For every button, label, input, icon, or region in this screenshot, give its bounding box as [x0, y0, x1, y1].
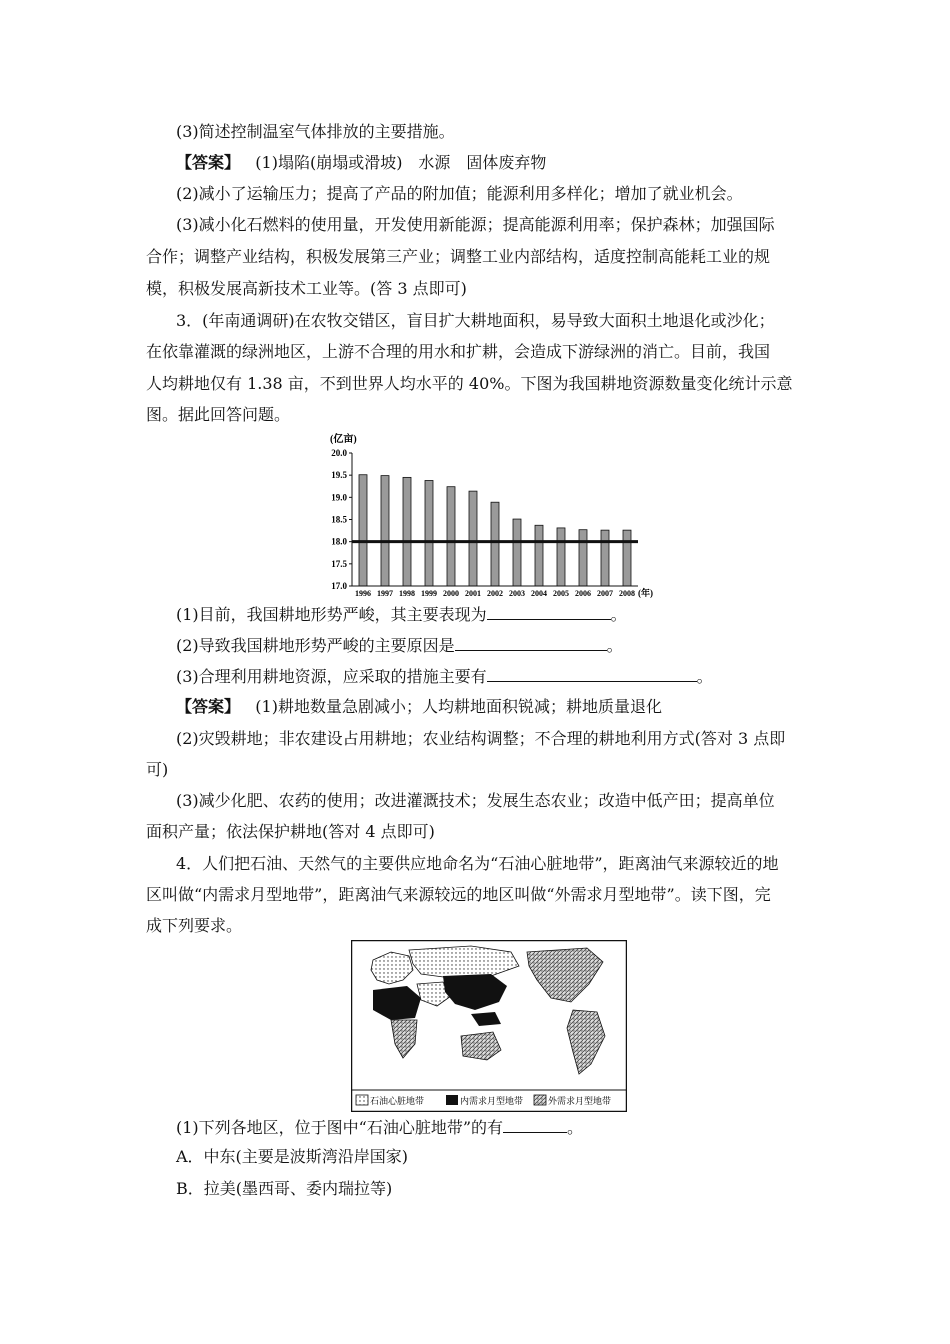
q4-sub1-text: (1)下列各地区，位于图中“石油心脏地带”的有	[176, 1118, 504, 1137]
answer-label: 【答案】	[176, 697, 241, 716]
x-tick-label: 2003	[509, 589, 525, 598]
y-tick-label: 17.5	[331, 558, 347, 569]
q2-answer-2: (2)减小了运输压力；提高了产品的附加值；能源利用多样化；增加了就业机会。	[176, 184, 743, 203]
period: 。	[610, 605, 627, 624]
q3-sub3	[176, 665, 713, 687]
q4-option-a: A．中东(主要是波斯湾沿岸国家)	[176, 1147, 409, 1166]
q3-sub3-blank[interactable]	[487, 665, 697, 682]
x-tick-label: 2005	[553, 589, 569, 598]
q3-answer-2-line2: 可)	[146, 760, 169, 779]
bar-2003	[513, 519, 521, 586]
q4-intro-line2: 区叫做“内需求月型地带”，距离油气来源较远的地区叫做“外需求月型地带”。读下图，完	[146, 885, 771, 904]
y-tick-label: 20.0	[331, 448, 347, 458]
legend-label-outer-crescent: 外需求月型地带	[548, 1096, 612, 1106]
answer-text: (1)耕地数量急剧减小；人均耕地面积锐减；耕地质量退化	[255, 697, 662, 716]
q3-sub1	[176, 603, 627, 625]
x-tick-label: 1998	[399, 589, 415, 598]
x-tick-label: 2007	[597, 589, 613, 598]
period: 。	[606, 636, 623, 655]
answer-label: 【答案】	[176, 153, 241, 172]
x-tick-label: 2001	[465, 589, 481, 598]
q4-sub1	[176, 1116, 583, 1138]
bar-2004	[535, 525, 543, 586]
bar-2001	[469, 491, 477, 586]
bar-2005	[557, 528, 565, 586]
bar-2008	[623, 530, 631, 586]
y-tick-label: 18.5	[331, 514, 347, 525]
q2-answer-3-line1: (3)减小化石燃料的使用量，开发使用新能源；提高能源利用率；保护森林；加强国际	[176, 215, 775, 234]
y-axis-label: (亿亩)	[330, 434, 357, 445]
legend-swatch-outer-crescent	[534, 1095, 546, 1105]
bar-1997	[381, 476, 389, 586]
y-tick-label: 19.5	[331, 470, 347, 481]
x-tick-label: 1996	[355, 589, 371, 598]
bar-2007	[601, 530, 609, 586]
answer-text: (1)塌陷(崩塌或滑坡) 水源 固体废弃物	[255, 153, 547, 172]
q4-sub1-blank[interactable]	[503, 1116, 567, 1133]
q2-answer-3-line2: 合作；调整产业结构，积极发展第三产业；调整工业内部结构，适度控制高能耗工业的规	[146, 247, 771, 266]
bar-2006	[579, 530, 587, 586]
bar-1998	[403, 477, 411, 586]
period: 。	[567, 1118, 584, 1137]
world-oil-zone-map	[351, 940, 627, 1112]
farmland-bar-chart	[318, 428, 658, 600]
q2-answer-3-line3: 模，积极发展高新技术工业等。(答 3 点即可)	[146, 279, 467, 298]
q3-answer-3-line1: (3)减少化肥、农药的使用；改进灌溉技术；发展生态农业；改造中低产田；提高单位	[176, 791, 775, 810]
bar-1999	[425, 480, 433, 586]
q4-intro-line3: 成下列要求。	[146, 916, 243, 935]
legend-label-inner-crescent: 内需求月型地带	[460, 1096, 524, 1106]
period: 。	[696, 667, 713, 686]
y-tick-label: 19.0	[331, 492, 347, 503]
bar-1996	[359, 475, 367, 586]
legend-label-oil-heartland: 石油心脏地带	[370, 1096, 425, 1106]
q3-sub2	[176, 634, 623, 656]
q3-answer-1	[176, 697, 662, 717]
q3-intro-line2: 在依靠灌溉的绿洲地区，上游不合理的用水和扩耕，会造成下游绿洲的消亡。目前，我国	[146, 342, 771, 361]
x-tick-label: 1999	[421, 589, 437, 598]
legend-swatch-inner-crescent	[446, 1095, 458, 1105]
x-tick-label: 2004	[531, 589, 547, 598]
q2-answer-1	[176, 153, 546, 173]
q3-sub3-text: (3)合理利用耕地资源，应采取的措施主要有	[176, 667, 487, 686]
q3-intro-line3: 人均耕地仅有 1.38 亩，不到世界人均水平的 40%。下图为我国耕地资源数量变化统计示意	[146, 374, 793, 393]
bar-2002	[491, 502, 499, 586]
x-tick-label: 2006	[575, 589, 591, 598]
x-axis-unit: (年)	[638, 588, 653, 598]
q4-option-b: B．拉美(墨西哥、委内瑞拉等)	[176, 1179, 393, 1198]
legend-swatch-oil-heartland	[356, 1095, 368, 1105]
q3-sub1-blank[interactable]	[487, 603, 611, 620]
q3-intro-line1: 3．(年南通调研)在农牧交错区，盲目扩大耕地面积，易导致大面积土地退化或沙化；	[176, 311, 775, 330]
x-tick-label: 1997	[377, 589, 393, 598]
q2-sub3: (3)简述控制温室气体排放的主要措施。	[176, 122, 455, 141]
q3-answer-3-line2: 面积产量；依法保护耕地(答对 4 点即可)	[146, 822, 435, 841]
q3-intro-line4: 图。据此回答问题。	[146, 405, 291, 424]
q3-sub2-text: (2)导致我国耕地形势严峻的主要原因是	[176, 636, 455, 655]
x-tick-label: 2008	[619, 589, 635, 598]
x-tick-label: 2002	[487, 589, 503, 598]
q3-sub2-blank[interactable]	[455, 634, 607, 651]
y-tick-label: 17.0	[331, 581, 347, 591]
bar-2000	[447, 487, 455, 586]
y-tick-label: 18.0	[331, 536, 347, 547]
q3-answer-2-line1: (2)灾毁耕地；非农建设占用耕地；农业结构调整；不合理的耕地利用方式(答对 3 点即	[176, 729, 786, 748]
q3-sub1-text: (1)目前，我国耕地形势严峻，其主要表现为	[176, 605, 487, 624]
x-tick-label: 2000	[443, 589, 459, 598]
q4-intro-line1: 4．人们把石油、天然气的主要供应地命名为“石油心脏地带”，距离油气来源较近的地	[176, 854, 779, 873]
